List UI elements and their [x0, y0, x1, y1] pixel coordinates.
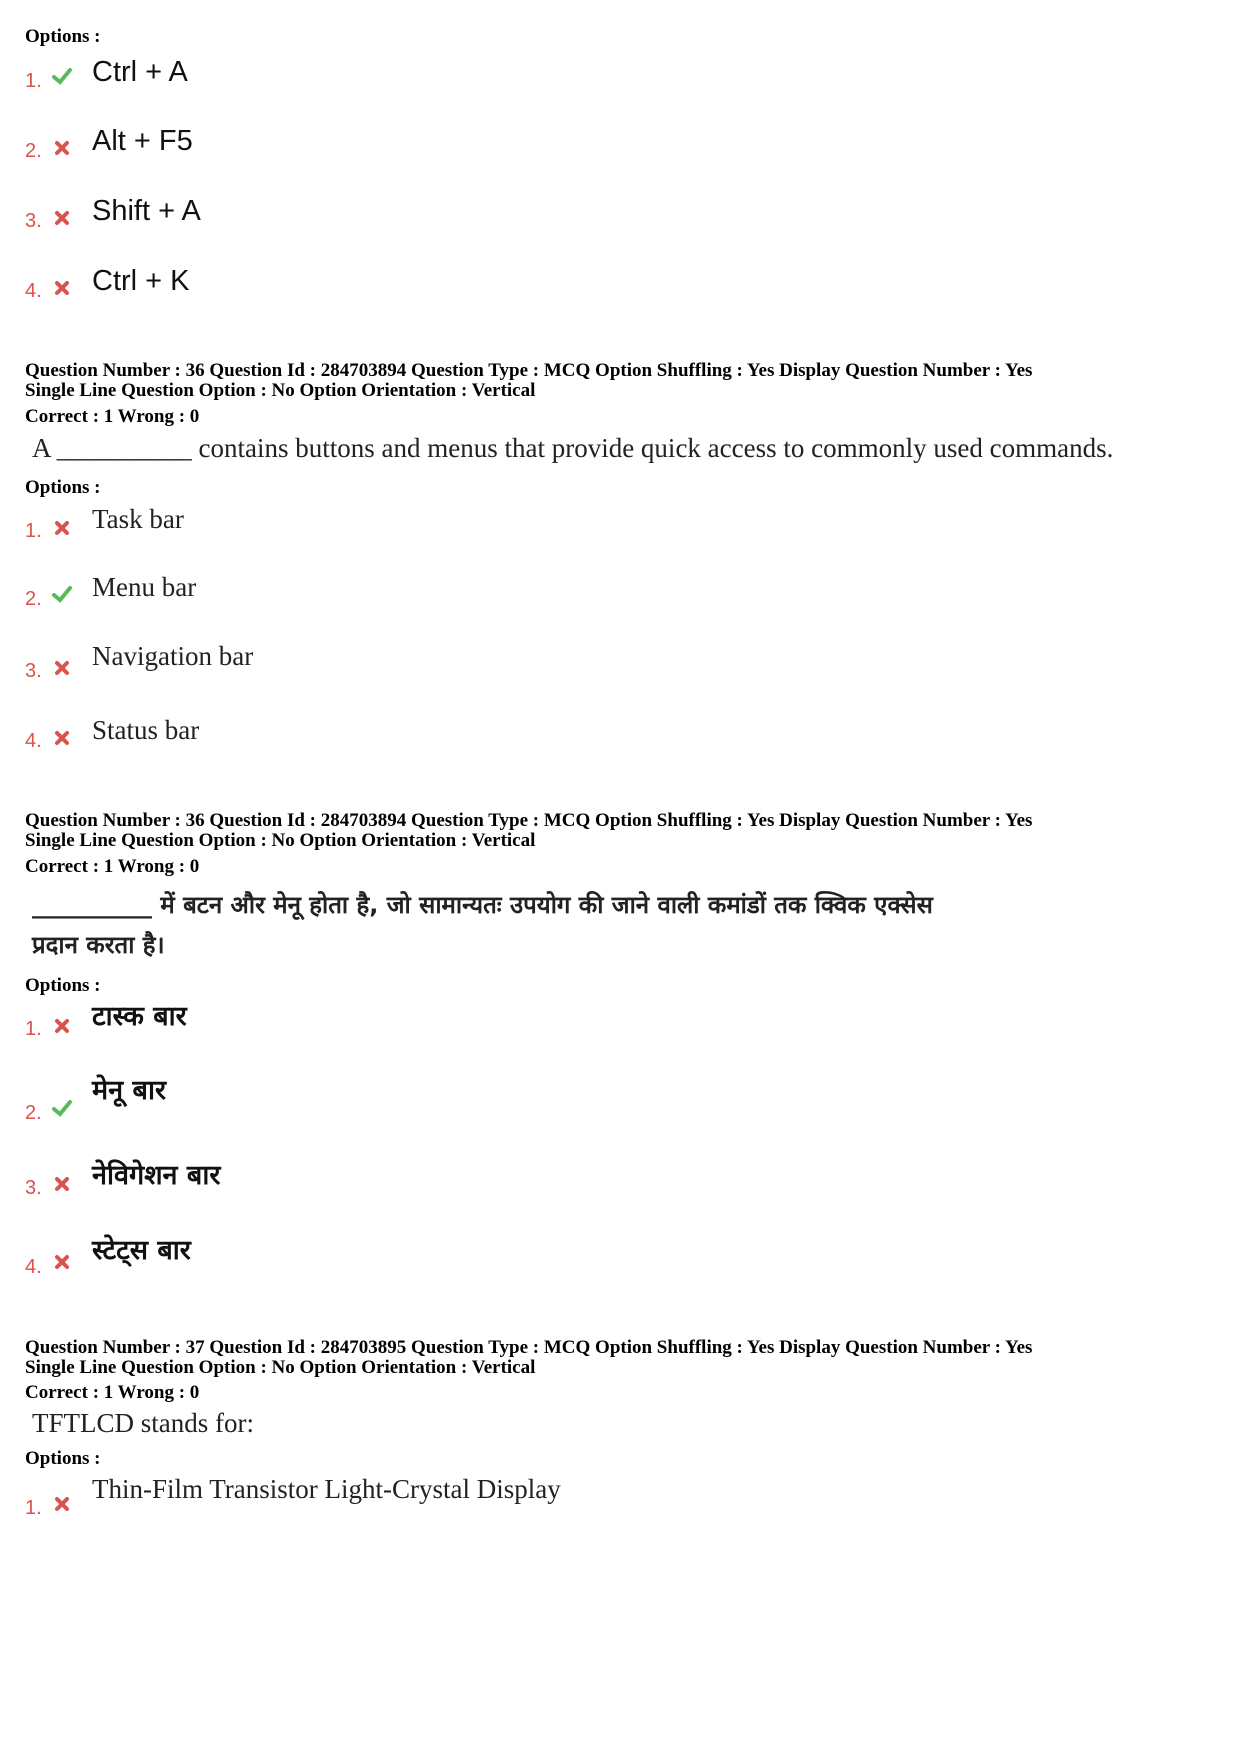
option-text: Alt + F5 [92, 125, 193, 157]
question-marks: Correct : 1 Wrong : 0 [25, 406, 200, 427]
option-number: 1. [25, 520, 42, 542]
option-text: Navigation bar [92, 641, 254, 671]
question-text-continued: प्रदान करता है। [32, 931, 165, 959]
check-icon [52, 1098, 72, 1118]
question-meta-line2: Single Line Question Option : No Option Orientation : Vertical [25, 1357, 536, 1378]
question-text: A __________ contains buttons and menus that provide quick access to commonly used commands. [32, 433, 1114, 463]
option-text: नेविगेशन बार [92, 1160, 221, 1191]
cross-icon [52, 1252, 72, 1272]
option-number: 1. [25, 70, 42, 92]
option-text: Status bar [92, 715, 200, 745]
cross-icon [52, 518, 72, 538]
cross-icon [52, 278, 72, 298]
question-meta-line2: Single Line Question Option : No Option Orientation : Vertical [25, 380, 536, 401]
cross-icon [52, 138, 72, 158]
check-icon [52, 66, 72, 86]
option-text: Task bar [92, 504, 184, 534]
option-number: 3. [25, 660, 42, 682]
option-number: 3. [25, 210, 42, 232]
option-number: 1. [25, 1497, 42, 1519]
cross-icon [52, 1174, 72, 1194]
options-label: Options : [25, 1448, 101, 1469]
option-number: 2. [25, 588, 42, 610]
cross-icon [52, 728, 72, 748]
option-text: स्टेट्स बार [92, 1235, 191, 1266]
option-text: मेनू बार [92, 1075, 166, 1106]
question-meta-line2: Single Line Question Option : No Option Orientation : Vertical [25, 830, 536, 851]
cross-icon [52, 1016, 72, 1036]
options-label: Options : [25, 975, 101, 996]
question-meta-line1: Question Number : 36 Question Id : 284703894 Question Type : MCQ Option Shuffling : Yes Display Question Number : Yes [25, 810, 1033, 831]
check-icon [52, 584, 72, 604]
option-number: 3. [25, 1177, 42, 1199]
option-number: 2. [25, 140, 42, 162]
question-text: TFTLCD stands for: [32, 1408, 254, 1438]
question-text: __________ में बटन और मेनू होता है, जो सामान्यतः उपयोग की जाने वाली कमांडों तक क्विक एक्सेस [32, 891, 933, 919]
option-number: 1. [25, 1018, 42, 1040]
option-number: 2. [25, 1102, 42, 1124]
option-number: 4. [25, 280, 42, 302]
options-label: Options : [25, 26, 101, 47]
options-label: Options : [25, 477, 101, 498]
cross-icon [52, 658, 72, 678]
question-meta-line1: Question Number : 36 Question Id : 284703894 Question Type : MCQ Option Shuffling : Yes Display Question Number : Yes [25, 360, 1033, 381]
option-text: Ctrl + A [92, 56, 188, 88]
cross-icon [52, 208, 72, 228]
option-text: Menu bar [92, 572, 197, 602]
option-text: Ctrl + K [92, 265, 190, 297]
option-number: 4. [25, 1256, 42, 1278]
option-number: 4. [25, 730, 42, 752]
question-meta-line1: Question Number : 37 Question Id : 284703895 Question Type : MCQ Option Shuffling : Yes Display Question Number : Yes [25, 1337, 1033, 1358]
option-text: Thin-Film Transistor Light-Crystal Display [92, 1474, 561, 1504]
question-marks: Correct : 1 Wrong : 0 [25, 856, 200, 877]
cross-icon [52, 1494, 72, 1514]
question-marks: Correct : 1 Wrong : 0 [25, 1382, 200, 1403]
option-text: टास्क बार [92, 1001, 187, 1032]
option-text: Shift + A [92, 195, 201, 227]
